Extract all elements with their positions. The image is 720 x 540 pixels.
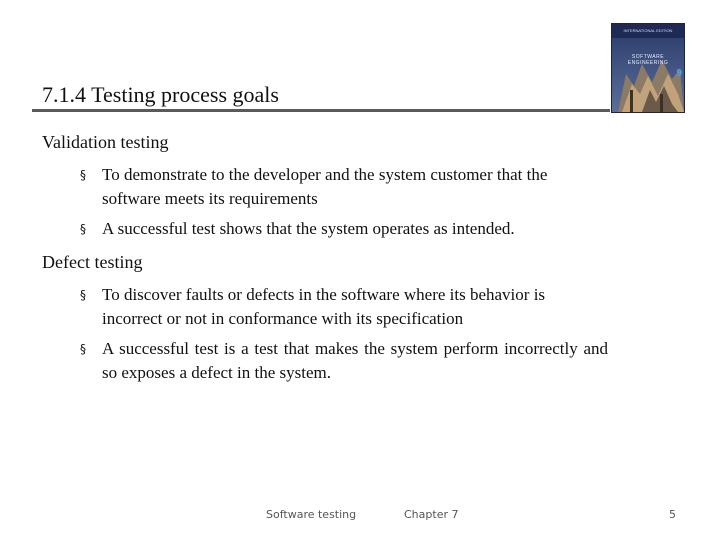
book-cover-title: SOFTWARE ENGINEERING — [627, 54, 669, 66]
bullet-text: A successful test is a test that makes the system perform incorrectly and so exposes a defect in the system. — [102, 339, 608, 382]
section-heading-defect: Defect testing — [42, 252, 143, 272]
book-cover-art — [612, 24, 684, 112]
bullet-item — [80, 217, 608, 241]
bullet-text: To demonstrate to the developer and the system customer that the software meets its requirements — [102, 165, 548, 208]
footer-chapter: Chapter 7 — [404, 508, 459, 521]
bullet-text: A successful test shows that the system operates as intended. — [102, 219, 515, 238]
title-divider — [32, 109, 610, 112]
bullet-item — [80, 283, 608, 331]
footer-section-name: Software testing — [266, 508, 357, 521]
bullet-marker-icon: § — [80, 222, 86, 236]
bullet-item — [80, 337, 608, 385]
bullet-marker-icon: § — [80, 168, 86, 182]
book-cover-image — [611, 23, 685, 113]
bullet-marker-icon: § — [80, 342, 86, 356]
bullet-marker-icon: § — [80, 288, 86, 302]
book-cover-top-label: INTERNATIONAL EDITION — [623, 28, 673, 33]
section-heading-validation: Validation testing — [42, 132, 169, 152]
slide-title: 7.1.4 Testing process goals — [42, 82, 279, 107]
footer-page-number: 5 — [669, 508, 676, 521]
bullet-item — [80, 163, 608, 211]
bullet-text: To discover faults or defects in the software where its behavior is incorrect or not in conformance with its specification — [102, 285, 546, 328]
book-cover-edition: 9 — [676, 68, 682, 79]
